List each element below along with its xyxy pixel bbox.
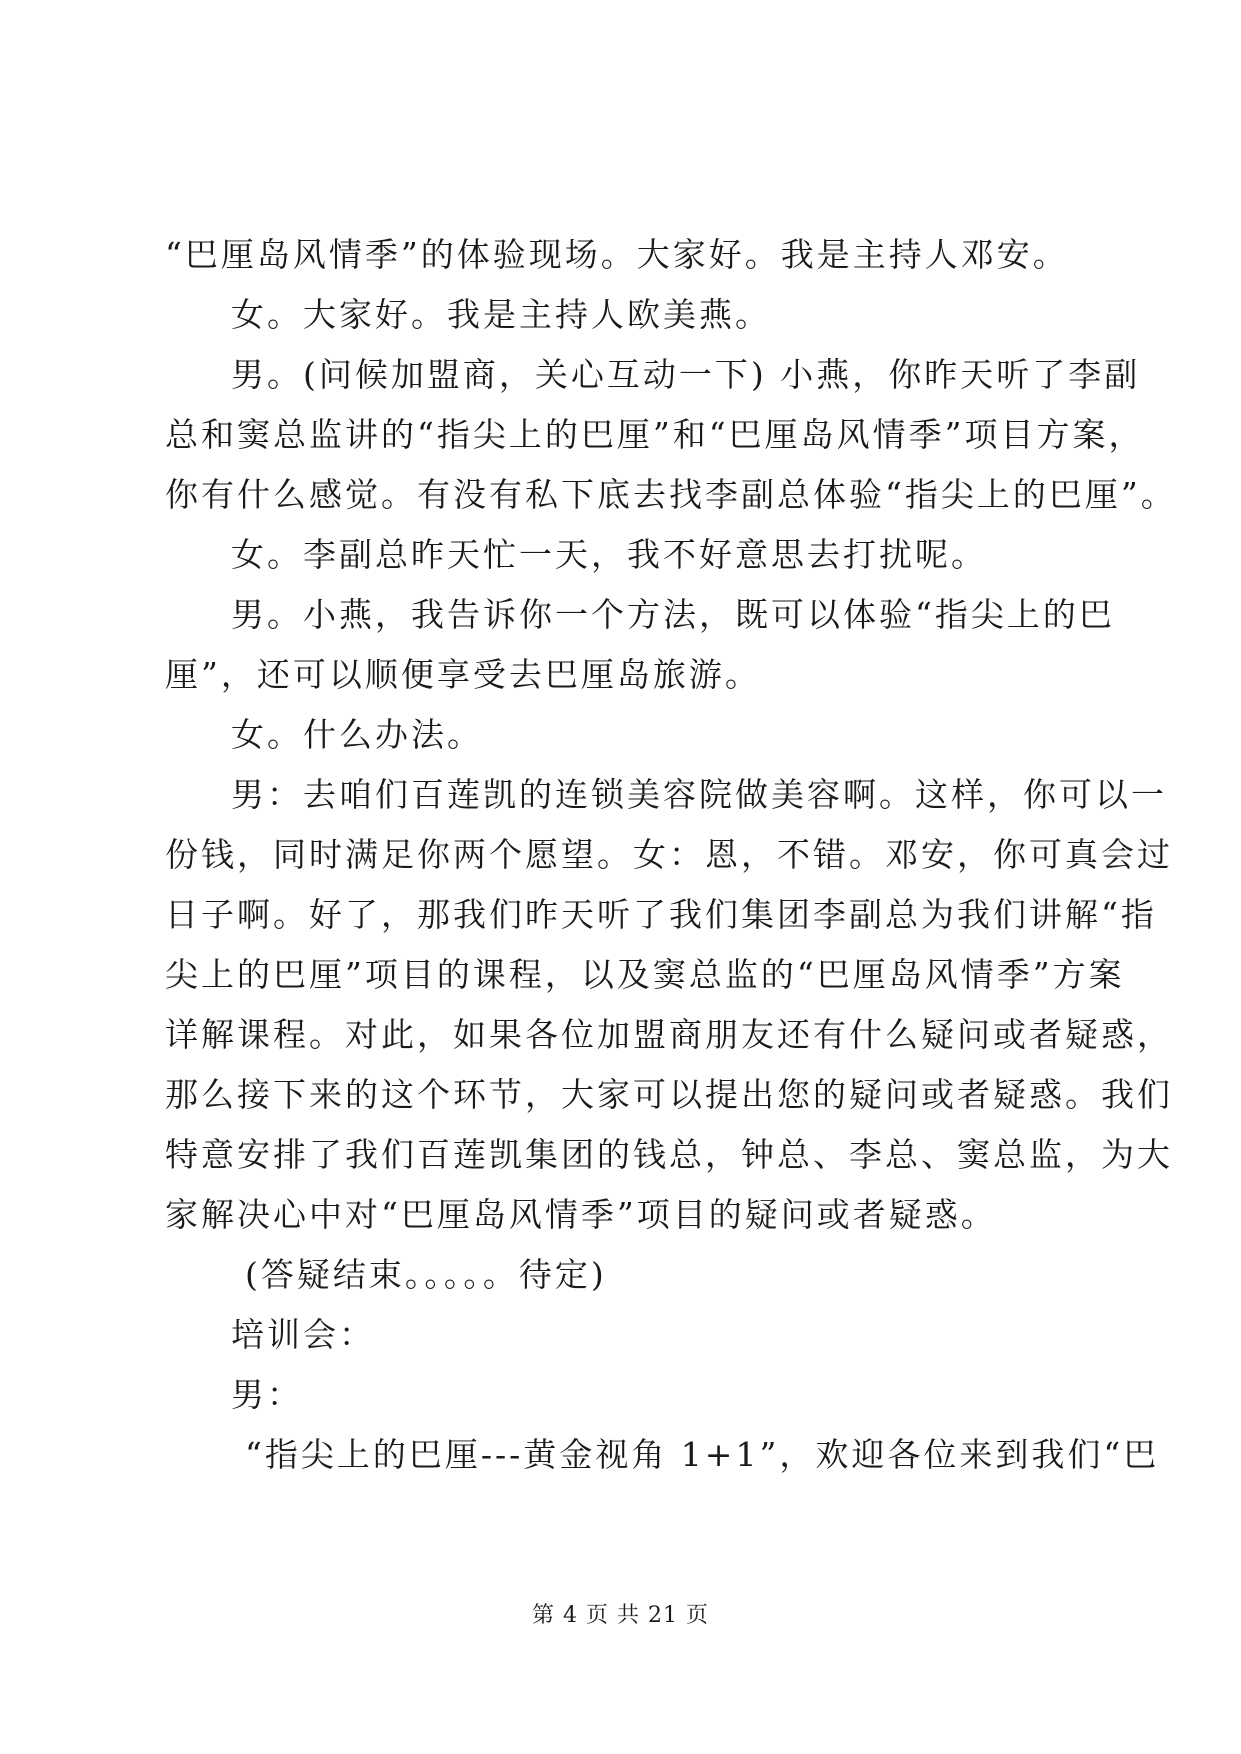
text-line: 男： bbox=[231, 1375, 303, 1414]
text-line: 培训会： bbox=[231, 1315, 375, 1354]
text-line: 男。小燕，我告诉你一个方法，既可以体验“指尖上的巴 bbox=[231, 595, 1115, 634]
text-line: 详解课程。对此，如果各位加盟商朋友还有什么疑问或者疑惑， bbox=[165, 1015, 1173, 1054]
text-line: 家解决心中对“巴厘岛风情季”项目的疑问或者疑惑。 bbox=[165, 1195, 997, 1234]
text-line: 日子啊。好了，那我们昨天听了我们集团李副总为我们讲解“指 bbox=[165, 895, 1157, 934]
text-line: 尖上的巴厘”项目的课程，以及窦总监的“巴厘岛风情季”方案 bbox=[165, 955, 1125, 994]
text-line: 男。(问候加盟商，关心互动一下) 小燕，你昨天听了李副 bbox=[231, 355, 1141, 394]
text-line: “巴厘岛风情季”的体验现场。大家好。我是主持人邓安。 bbox=[165, 235, 1069, 274]
text-line: 男：去咱们百莲凯的连锁美容院做美容啊。这样，你可以一 bbox=[231, 775, 1167, 814]
text-line: 总和窦总监讲的“指尖上的巴厘”和“巴厘岛风情季”项目方案， bbox=[165, 415, 1145, 454]
text-line: 你有什么感觉。有没有私下底去找李副总体验“指尖上的巴厘”。 bbox=[165, 475, 1177, 514]
text-line: 女。什么办法。 bbox=[231, 715, 483, 754]
text-line: (答疑结束。。。。。待定) bbox=[245, 1255, 607, 1294]
page-footer: 第 4 页 共 21 页 bbox=[532, 1603, 709, 1628]
text-line: 份钱，同时满足你两个愿望。女：恩，不错。邓安，你可真会过 bbox=[165, 835, 1173, 874]
body-text bbox=[165, 225, 1177, 1485]
text-line: 女。大家好。我是主持人欧美燕。 bbox=[231, 295, 771, 334]
text-line: “指尖上的巴厘---黄金视角 1+1”，欢迎各位来到我们“巴 bbox=[245, 1435, 1160, 1474]
text-line: 厘”，还可以顺便享受去巴厘岛旅游。 bbox=[165, 655, 761, 694]
text-line: 女。李副总昨天忙一天，我不好意思去打扰呢。 bbox=[231, 535, 987, 574]
text-line: 那么接下来的这个环节，大家可以提出您的疑问或者疑惑。我们 bbox=[165, 1075, 1173, 1114]
text-line: 特意安排了我们百莲凯集团的钱总，钟总、李总、窦总监，为大 bbox=[165, 1135, 1173, 1174]
